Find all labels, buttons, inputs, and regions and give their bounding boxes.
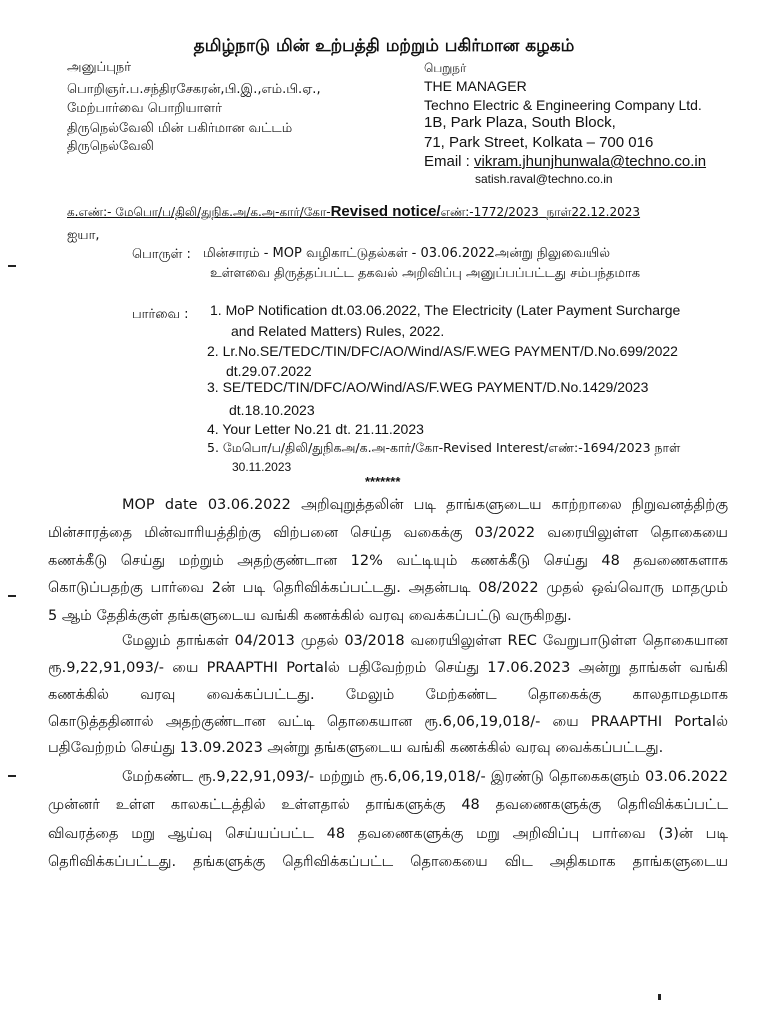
email-link[interactable]: vikram.jhunjhunwala@techno.co.in	[474, 153, 707, 170]
recipient-title: THE MANAGER	[424, 78, 527, 94]
recipient-label: பெறுநர்	[424, 61, 467, 75]
email-secondary[interactable]: satish.raval@techno.co.in	[475, 172, 613, 186]
reference-date: நாள்22.12.2023	[546, 205, 641, 219]
reference-prefix: க.எண்:- மேபொ/ப/திலி/துநிக.அ/க.அ-கார்/கோ-	[67, 205, 331, 219]
body-p2-line-1: மேலும் தாங்கள் 04/2013 முதல் 03/2018 வரையிலுள்ள REC வேறுபாடுள்ள தொகையான	[122, 633, 728, 649]
recipient-address-1: 1B, Park Plaza, South Block,	[424, 114, 616, 131]
body-p3-line-1: மேற்கண்ட ரூ.9,22,91,093/- மற்றும் ரூ.6,06,19,018/- இரண்டு தொகைகளும் 03.06.2022	[122, 769, 728, 785]
subject-label: பொருள் :	[132, 247, 191, 262]
body-p1-line-5: 5 ஆம் தேதிக்குள் தங்களுடைய வங்கி கணக்கில் வரவு வைக்கப்பட்டு வருகிறது.	[48, 608, 572, 624]
sender-label: அனுப்புநர்	[67, 60, 132, 75]
body-p3-line-3: விவரத்தை மறு ஆய்வு செய்யப்பட்ட 48 தவணைகளுக்கு மறு அறிவிப்பு பார்வை (3)ன் படி	[48, 826, 728, 842]
sender-designation: மேற்பார்வை பொறியாளர்	[67, 101, 222, 116]
sender-city: திருநெல்வேலி	[67, 139, 154, 154]
body-p2-line-2: ரூ.9,22,91,093/- யை PRAAPTHI Portalல் பதிவேற்றம் செய்து 17.06.2023 அன்று தாங்கள் வங்கி	[48, 660, 728, 676]
body-p1-line-2: மின்சாரத்தை மின்வாரியத்திற்கு விற்பனை செய்த வகைக்கு 03/2022 வரையிலுள்ள தொகையை	[48, 525, 728, 541]
scan-speck	[8, 265, 16, 267]
reference-item-1: 1. MoP Notification dt.03.06.2022, The Electricity (Later Payment Surcharge	[210, 302, 681, 318]
reference-number	[67, 203, 640, 221]
recipient-email-row	[424, 153, 706, 170]
scan-speck	[8, 775, 16, 777]
body-p2-line-3: கணக்கில் வரவு வைக்கப்பட்டது. மேலும் மேற்கண்ட தொகைக்கு காலதாமதமாக	[48, 687, 728, 703]
body-p1-line-1: MOP date 03.06.2022 அறிவுறுத்தலின் படி தாங்களுடைய காற்றாலை நிறுவனத்திற்கு	[122, 497, 728, 513]
reference-item-5: 5. மேபொ/ப/திலி/துநிகஅ/க.அ-கார்/கோ-Revised Interest/எண்:-1694/2023 நாள்	[207, 440, 681, 455]
reference-item-2-cont: dt.29.07.2022	[226, 363, 312, 379]
separator: *******	[365, 474, 401, 489]
body-p2-line-5: பதிவேற்றம் செய்து 13.09.2023 அன்று தங்களுடைய வங்கி கணக்கில் வரவு வைக்கப்பட்டது.	[48, 740, 664, 756]
reference-item-2: 2. Lr.No.SE/TEDC/TIN/DFC/AO/Wind/AS/F.WEG PAYMENT/D.No.699/2022	[207, 343, 678, 359]
body-p1-line-3: கணக்கீடு செய்து மற்றும் அதற்குண்டான 12% வட்டியும் கணக்கீடு செய்து 48 தவணைகளாக	[48, 553, 728, 569]
reference-item-3: 3. SE/TEDC/TIN/DFC/AO/Wind/AS/F.WEG PAYMENT/D.No.1429/2023	[207, 379, 649, 395]
reference-item-5-cont: 30.11.2023	[232, 460, 292, 474]
email-label: Email :	[424, 153, 475, 170]
subject-line-1: மின்சாரம் - MOP வழிகாட்டுதல்கள் - 03.06.2022அன்று நிலுவையில்	[203, 246, 611, 261]
scan-speck	[8, 595, 16, 597]
reference-item-4: 4. Your Letter No.21 dt. 21.11.2023	[207, 421, 424, 437]
body-p3-line-4: தெரிவிக்கப்பட்டது. தங்களுக்கு தெரிவிக்கப்பட்ட தொகையை விட அதிகமாக தாங்களுடைய	[48, 854, 728, 870]
reference-item-3-cont: dt.18.10.2023	[229, 402, 315, 418]
reference-bold: Revised notice/	[330, 203, 441, 220]
subject-line-2: உள்ளவை திருத்தப்பட்ட தகவல் அறிவிப்பு அனுப்பப்பட்டது சம்பந்தமாக	[210, 266, 641, 281]
recipient-address-2: 71, Park Street, Kolkata – 700 016	[424, 134, 654, 151]
reference-item-1-cont: and Related Matters) Rules, 2022.	[231, 323, 445, 339]
document-title: தமிழ்நாடு மின் உற்பத்தி மற்றும் பகிர்மான கழகம்	[193, 36, 575, 56]
reference-suffix: எண்:-1772/2023	[440, 205, 539, 219]
body-p3-line-2: முன்னர் உள்ள காலகட்டத்தில் உள்ளதால் தாங்களுக்கு 48 தவணைகளுக்கு தெரிவிக்கப்பட்ட	[48, 797, 728, 813]
body-p1-line-4: கொடுப்பதற்கு பார்வை 2ன் படி தெரிவிக்கப்பட்டது. அதன்படி 08/2022 முதல் ஒவ்வொரு மாதமும்	[48, 580, 728, 596]
sender-office: திருநெல்வேலி மின் பகிர்மான வட்டம்	[67, 121, 293, 136]
body-p2-line-4: கொடுத்ததினால் அதற்குண்டான வட்டி தொகையான ரூ.6,06,19,018/- யை PRAAPTHI Portalல்	[48, 714, 728, 730]
recipient-company: Techno Electric & Engineering Company Ltd.	[424, 97, 702, 113]
sender-name: பொறிஞர்.ப.சந்திரசேகரன்,பி.இ.,எம்.பி.ஏ.,	[67, 82, 321, 97]
salutation: ஐயா,	[67, 228, 100, 243]
references-label: பார்வை :	[132, 307, 189, 322]
scan-speck	[658, 994, 661, 1000]
